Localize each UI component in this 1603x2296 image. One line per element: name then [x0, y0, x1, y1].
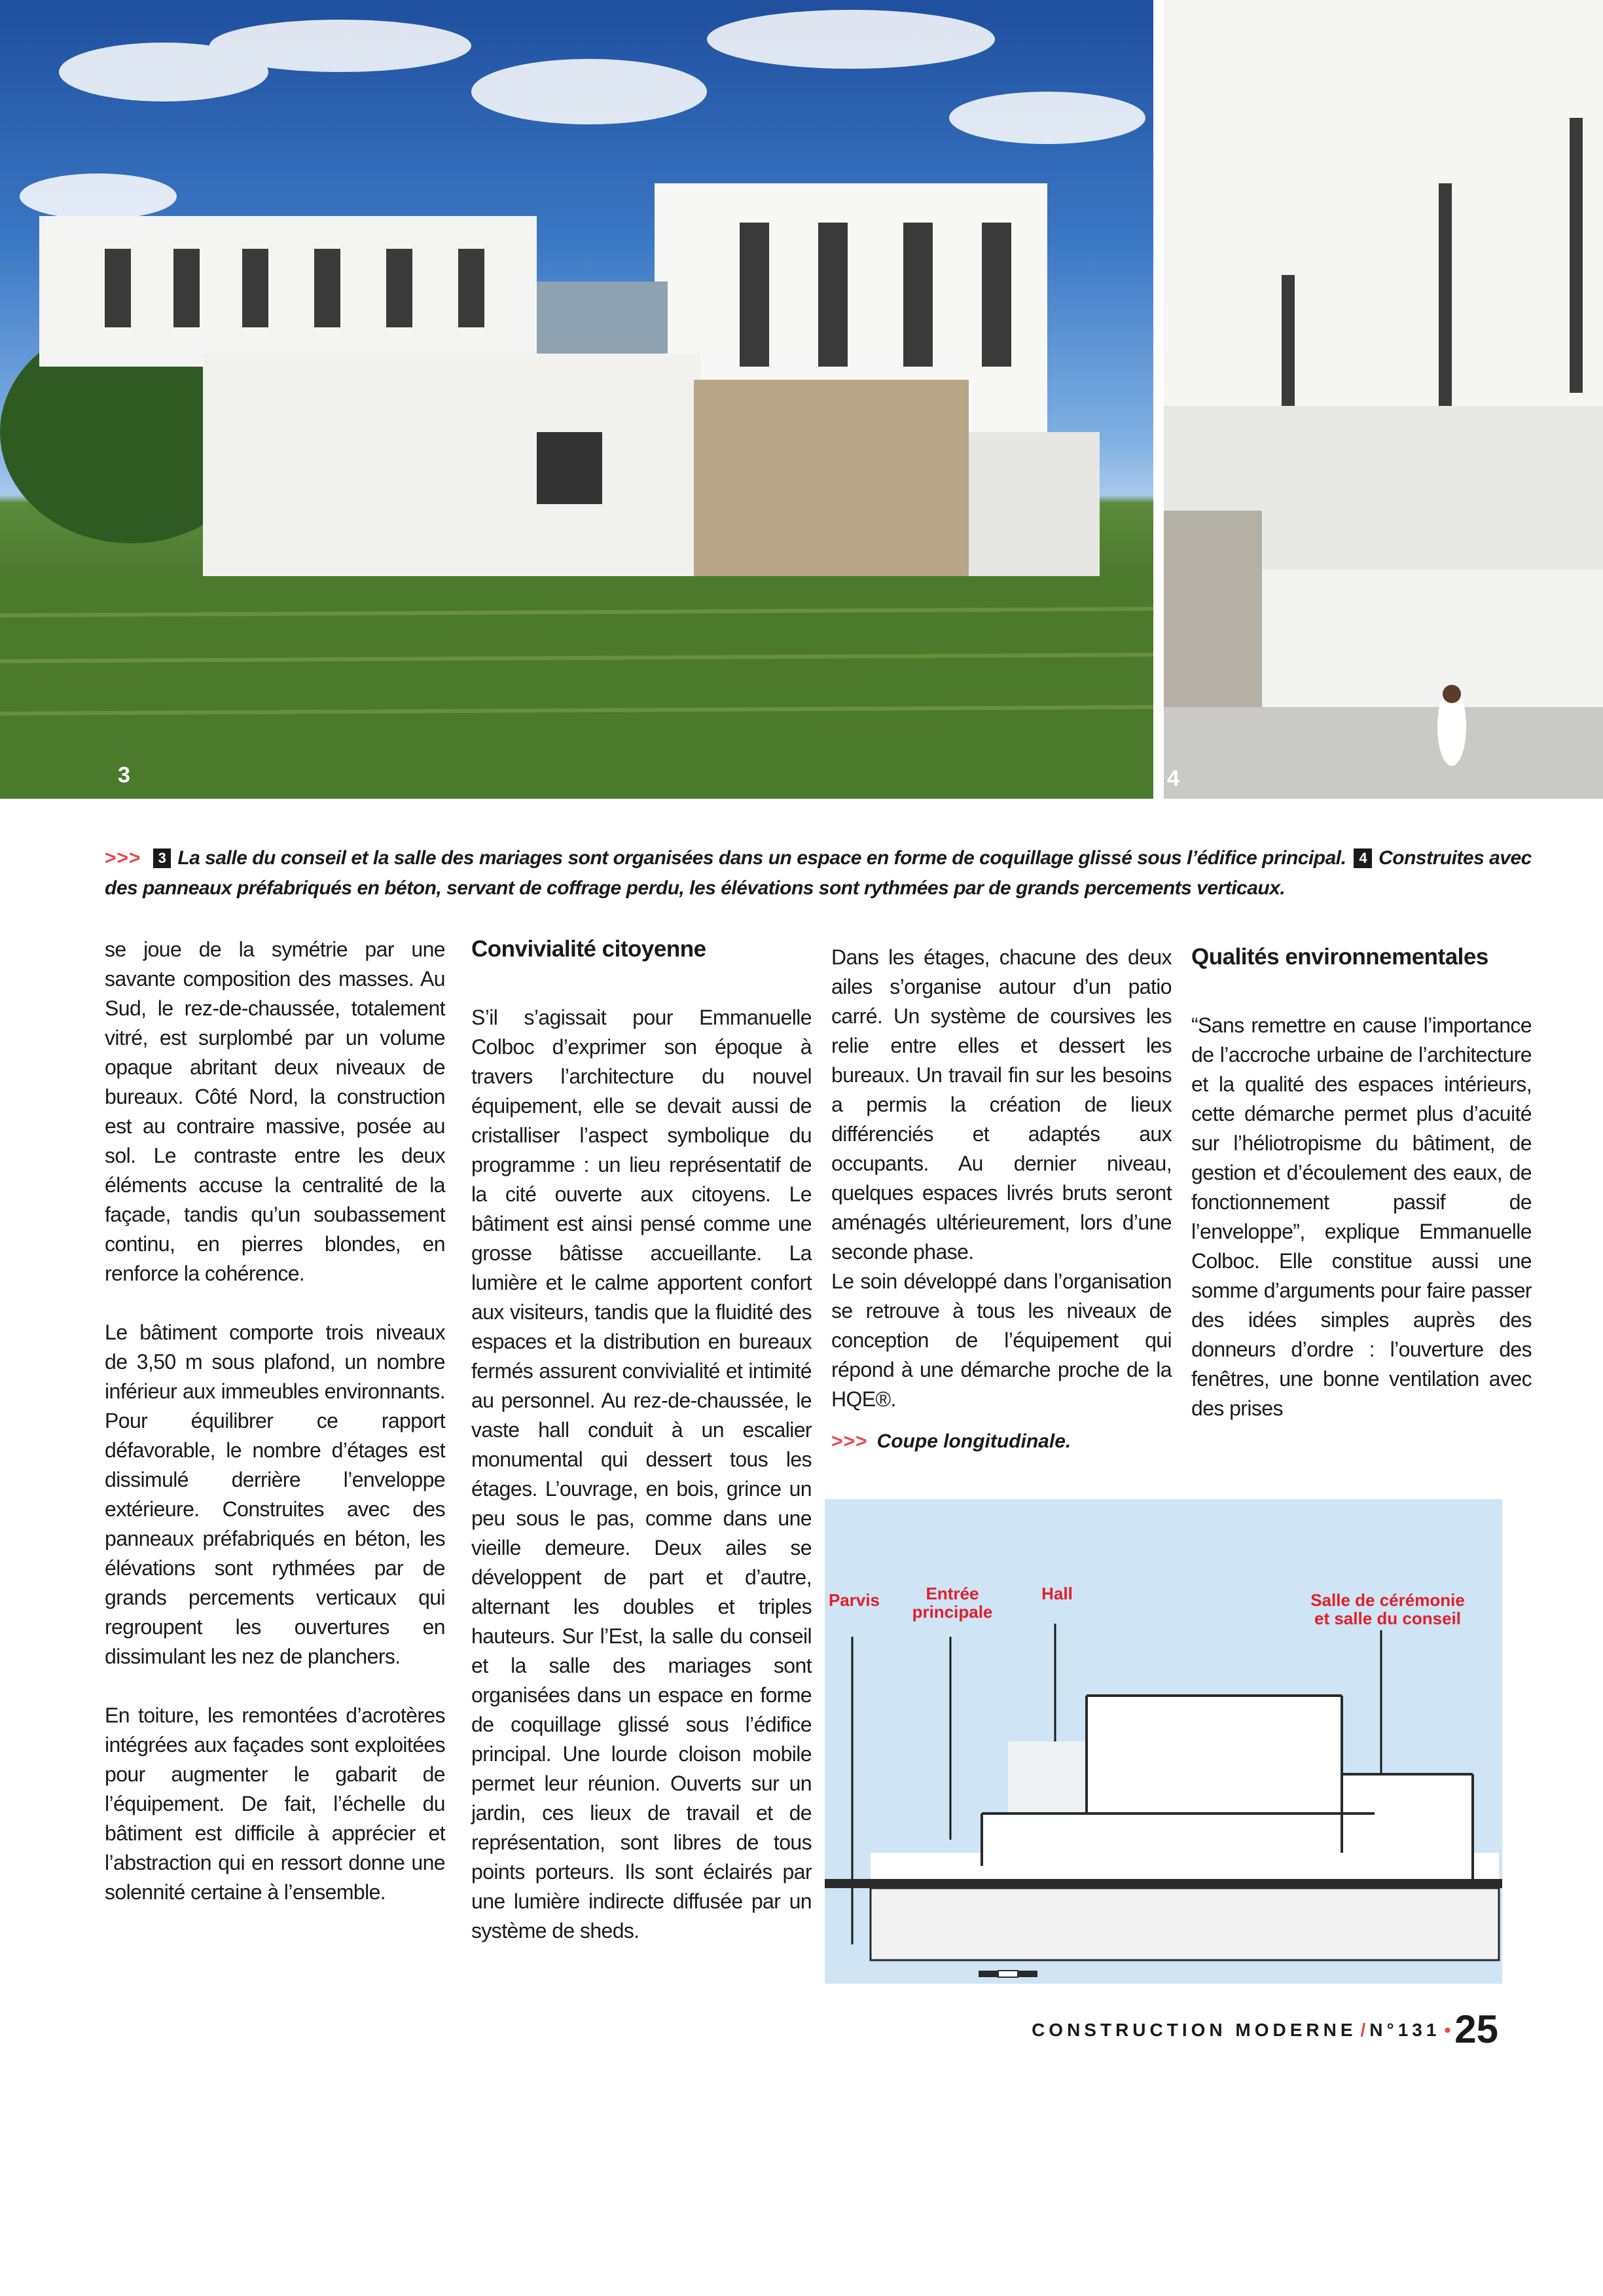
section-label-salle-line2: et salle du conseil: [1314, 1609, 1461, 1628]
page-footer: [1032, 2007, 1498, 2052]
section-label-entree-line2: principale: [912, 1602, 993, 1622]
section-drawing: [825, 1499, 1502, 1984]
section-heading-convivialite: Convivialité citoyenne: [471, 936, 706, 962]
col2-paragraph-1: S’il s’agissait pour Emmanuelle Colboc d’exprimer son époque à travers l’architecture du nouvel équipement, elle se devait aussi de cristalliser l’aspect symbolique du programme : un lieu représentatif de la cité ouverte aux citoyens. Le bâtiment est ainsi pensé comme une grosse bâtisse accueillante. La lumière et le calme apportent confort aux visiteurs, tandis que la fluidité des espaces et la distribution en bureaux fermés assurent convivialité et intimité au personnel. Au rez-de-chaussée, le vaste hall conduit à un escalier monumental qui dessert tous les étages. L’ouvrage, en bois, grince un peu sous le pas, comme dans une vieille demeure. Deux ailes se développent de part et d’autre, alternant les doubles et triples hauteurs. Sur l’Est, la salle du conseil et la salle des mariages sont organisées dans un espace en forme de coquillage glissé sous l’édifice principal. Une lourde cloison mobile permet leur réunion. Ouverts sur un jardin, ces lieux de travail et de représentation, sont libres de tous points porteurs. Ils sont éclairés par une lumière indirecte diffusée par un système de sheds.: [471, 1006, 812, 1942]
photo-facade-detail: [1164, 0, 1603, 799]
figure-label-text: Coupe longitudinale.: [876, 1430, 1072, 1452]
photo-3-number: 3: [118, 763, 130, 788]
col1-paragraph-2: Le bâtiment comporte trois niveaux de 3,50 m sous plafond, un nombre inférieur aux immeubles environnants. Pour équilibrer ce rapport défavorable, le nombre d’étages est dissimulé derrière l’enveloppe extérieure. Construites avec des panneaux préfabriqués en béton, les élévations sont rythmées par de grands percements verticaux qui regroupent les ouvertures en dissimulant les nez de planchers.: [105, 1321, 445, 1668]
footer-dot: •: [1444, 2020, 1451, 2040]
section-label-salle-line1: Salle de cérémonie: [1310, 1590, 1465, 1610]
article-column-1: [105, 935, 445, 1907]
col1-paragraph-1: se joue de la symétrie par une savante composition des masses. Au Sud, le rez-de-chaussée, totalement vitré, est surplombé par un volume opaque abritant deux niveaux de bureaux. Côté Nord, la construction est au contraire massive, posée au sol. Le contraste entre les deux éléments accuse la centralité de la façade, tandis qu’un soubassement continu, en pierres blondes, en renforce la cohérence.: [105, 938, 445, 1285]
col3-paragraph-2: Le soin développé dans l’organisation se retrouve à tous les niveaux de conception de l’équipement qui répond à une démarche proche de la HQE®.: [831, 1269, 1172, 1411]
footer-issue-number: N°131: [1369, 2020, 1441, 2040]
section-label-entree: [903, 1584, 1001, 1621]
photo-4-number: 4: [1167, 766, 1180, 791]
caption-fig3-number: 3: [153, 848, 171, 868]
longitudinal-section-diagram: [825, 1499, 1502, 1984]
facade-illustration: [1164, 0, 1603, 799]
col1-paragraph-3: En toiture, les remontées d’acrotères intégrées aux façades sont exploitées pour augmenter le gabarit de l’équipement. De fait, l’échelle du bâtiment est difficile à apprécier et l’abstraction qui en ressort donne une solennité certaine à l’ensemble.: [105, 1704, 445, 1904]
caption-fig4-number: 4: [1354, 848, 1372, 868]
section-label-hall: Hall: [1041, 1584, 1073, 1603]
caption-arrows: >>>: [105, 847, 141, 869]
caption-fig3-text: La salle du conseil et la salle des mariages sont organisées dans un espace en forme de coquillage glissé sous l’édifice principal.: [177, 847, 1346, 869]
building-illustration: [0, 0, 1153, 799]
article-column-3: [831, 943, 1172, 1414]
section-label-parvis: Parvis: [828, 1590, 880, 1610]
photo-town-hall-facade: [0, 0, 1153, 799]
col4-paragraph-1: “Sans remettre en cause l’importance de l’accroche urbaine de l’architecture et la qualité des espaces intérieurs, cette démarche permet plus d’acuité sur l’héliotropisme du bâtiment, de gestion et d’écoulement des eaux, de fonctionnement passif de l’enveloppe”, explique Emmanuelle Colboc. Elle constitue aussi une somme d’arguments pour faire passer des idées simples auprès des donneurs d’ordre : l’ouverture des fenêtres, une bonne ventilation avec des prises: [1191, 1013, 1532, 1420]
article-column-2: [471, 935, 812, 1946]
photo-caption: [105, 843, 1545, 903]
figure-arrows: >>>: [831, 1430, 868, 1452]
footer-magazine-name: CONSTRUCTION MODERNE: [1032, 2020, 1357, 2040]
col3-paragraph-1: Dans les étages, chacune des deux ailes s’organise autour d’un patio carré. Un système de coursives les relie entre elles et dessert les bureaux. Un travail fin sur les besoins a permis la création de lieux différenciés et adaptés aux occupants. Au dernier niveau, quelques espaces livrés bruts seront aménagés ultérieurement, lors d’une seconde phase.: [831, 945, 1172, 1264]
footer-separator: /: [1360, 2020, 1366, 2040]
section-label-entree-line1: Entrée: [926, 1584, 979, 1603]
section-heading-qualites: Qualités environnementales: [1191, 944, 1488, 970]
article-column-4: [1191, 943, 1532, 1423]
page-number: 25: [1454, 2007, 1498, 2051]
section-label-salle: [1296, 1591, 1479, 1628]
caption-fig4-text: Construites avec des panneaux préfabriqués en béton, servant de coffrage perdu, les élévations sont rythmées par de grands percements verticaux.: [105, 847, 1532, 899]
figure-label: [831, 1430, 1071, 1453]
